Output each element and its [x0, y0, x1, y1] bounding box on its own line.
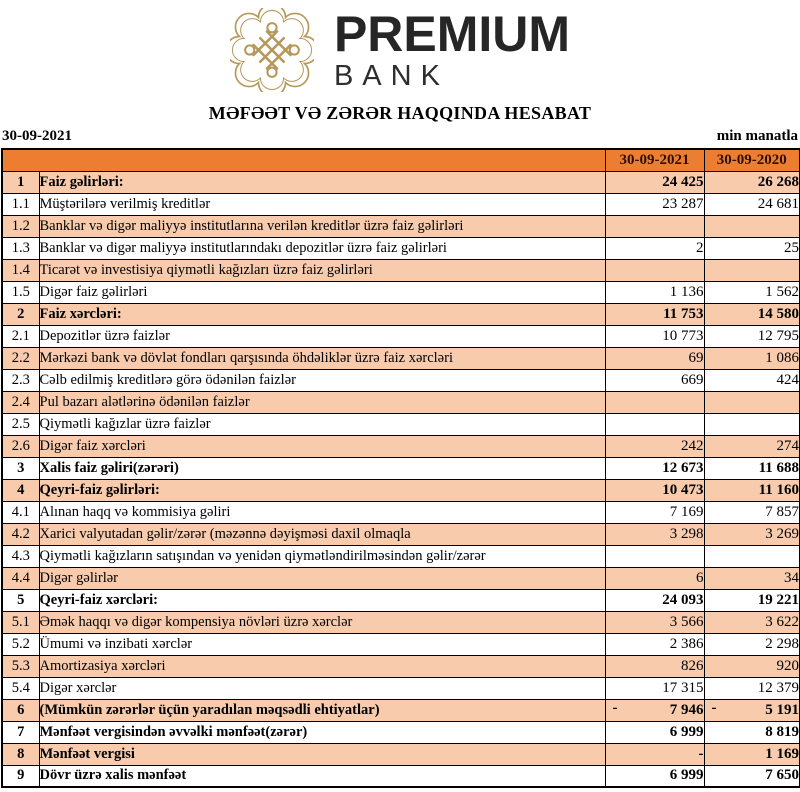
- row-label-cell: Ticarət və investisiya qiymətli kağızları üzrə faiz gəlirləri: [39, 259, 605, 281]
- value-2020-cell: 12 795: [704, 325, 800, 347]
- row-label-cell: Digər gəlirlər: [39, 567, 605, 589]
- value-2021-cell: 1 136: [605, 281, 704, 303]
- row-label-cell: Ümumi və inzibati xərclər: [39, 633, 605, 655]
- value-2020-cell: 920: [704, 655, 800, 677]
- row-label-cell: Banklar və digər maliyyə institutlarına verilən kreditlər üzrə faiz gəlirləri: [39, 215, 605, 237]
- value-2020-cell: 2 298: [704, 633, 800, 655]
- report-meta: [0, 128, 800, 145]
- table-row: [2, 523, 800, 545]
- table-row: [2, 435, 800, 457]
- value-2020-cell: 11 688: [704, 457, 800, 479]
- value-2021-cell: [605, 259, 704, 281]
- value-2020-cell: 424: [704, 369, 800, 391]
- premium-bank-logo: [0, 0, 800, 96]
- value-2021-cell: 23 287: [605, 193, 704, 215]
- row-number-cell: 1.1: [2, 193, 39, 215]
- value-2021-cell: 12 673: [605, 457, 704, 479]
- table-row: [2, 193, 800, 215]
- row-label-cell: Mənfəət vergisindən əvvəlki mənfəət(zərər): [39, 721, 605, 743]
- row-number-cell: 6: [2, 699, 39, 721]
- row-number-cell: 1.5: [2, 281, 39, 303]
- row-number-cell: 2.6: [2, 435, 39, 457]
- row-number-cell: 4.2: [2, 523, 39, 545]
- table-row: [2, 655, 800, 677]
- page-title: MƏFƏƏT VƏ ZƏRƏR HAQQINDA HESABAT: [208, 103, 592, 123]
- value-2021-cell: 669: [605, 369, 704, 391]
- value-2020-cell: 274: [704, 435, 800, 457]
- row-number-cell: 2.1: [2, 325, 39, 347]
- row-label-cell: Digər faiz xərcləri: [39, 435, 605, 457]
- row-number-cell: 9: [2, 765, 39, 787]
- value-2021-cell: 10 773: [605, 325, 704, 347]
- value-2020-cell: 3 269: [704, 523, 800, 545]
- table-row: [2, 347, 800, 369]
- row-number-cell: 1: [2, 171, 39, 193]
- row-label-cell: Digər faiz gəlirləri: [39, 281, 605, 303]
- value-2021-cell: 6 999: [605, 721, 704, 743]
- table-body: [2, 171, 800, 787]
- value-2020-cell: [704, 413, 800, 435]
- value-2020-cell: 11 160: [704, 479, 800, 501]
- table-row: [2, 611, 800, 633]
- row-number-cell: 5.3: [2, 655, 39, 677]
- value-2021-cell: 3 298: [605, 523, 704, 545]
- value-2020-cell: 25: [704, 237, 800, 259]
- table-row: [2, 567, 800, 589]
- value-2020-cell: 7 857: [704, 501, 800, 523]
- report-date: 30-09-2021: [2, 128, 72, 144]
- table-row: [2, 545, 800, 567]
- col-2021-header: 30-09-2021: [605, 149, 704, 171]
- value-2021-cell: 24 093: [605, 589, 704, 611]
- value-2021-cell: 2: [605, 237, 704, 259]
- row-number-cell: 8: [2, 743, 39, 765]
- table-header-row: [2, 149, 800, 171]
- table-row: [2, 633, 800, 655]
- row-number-cell: 2.5: [2, 413, 39, 435]
- row-label-cell: Digər xərclər: [39, 677, 605, 699]
- row-number-cell: 2: [2, 303, 39, 325]
- value-2021-cell: [605, 215, 704, 237]
- row-label-cell: Dövr üzrə xalis mənfəət: [39, 765, 605, 787]
- brand-subname: BANK: [333, 59, 449, 92]
- value-2020-cell: [704, 215, 800, 237]
- value-2020-cell: 1 562: [704, 281, 800, 303]
- table-row: [2, 171, 800, 193]
- row-number-cell: 3: [2, 457, 39, 479]
- row-label-cell: (Mümkün zərərlər üçün yaradılan məqsədli ehtiyatlar): [39, 699, 605, 721]
- value-2021-cell: 11 753: [605, 303, 704, 325]
- value-2021-cell: 826: [605, 655, 704, 677]
- row-label-cell: Xarici valyutadan gəlir/zərər (məzənnə dəyişməsi daxil olmaqla: [39, 523, 605, 545]
- row-label-cell: Əmək haqqı və digər kompensiya növləri üzrə xərclər: [39, 611, 605, 633]
- table-row: [2, 457, 800, 479]
- value-2021-cell: - 7 946: [605, 699, 704, 721]
- value-2021-cell: 7 169: [605, 501, 704, 523]
- table-row: [2, 721, 800, 743]
- row-number-cell: 4: [2, 479, 39, 501]
- row-number-cell: 1.4: [2, 259, 39, 281]
- value-2021-cell: 6 999: [605, 765, 704, 787]
- row-number-cell: 4.4: [2, 567, 39, 589]
- profit-loss-table: [1, 148, 800, 788]
- value-2020-cell: 24 681: [704, 193, 800, 215]
- row-label-cell: Pul bazarı alətlərinə ödənilən faizlər: [39, 391, 605, 413]
- negative-sign: -: [711, 699, 717, 716]
- negative-sign: -: [612, 699, 618, 716]
- brand-wordmark: [333, 5, 571, 92]
- row-label-cell: Cəlb edilmiş kreditlərə görə ödənilən faizlər: [39, 369, 605, 391]
- table-row: [2, 281, 800, 303]
- row-label-cell: Mənfəət vergisi: [39, 743, 605, 765]
- value-2020-cell: 1 086: [704, 347, 800, 369]
- value-2021-cell: 242: [605, 435, 704, 457]
- value-2020-cell: 7 650: [704, 765, 800, 787]
- value-2020-cell: [704, 545, 800, 567]
- value-2020-cell: 8 819: [704, 721, 800, 743]
- row-label-cell: Qiymətli kağızlar üzrə faizlər: [39, 413, 605, 435]
- value-2021-cell: 24 425: [605, 171, 704, 193]
- value-2020-cell: [704, 391, 800, 413]
- value-2020-cell: 14 580: [704, 303, 800, 325]
- value-2021-cell: 3 566: [605, 611, 704, 633]
- table-row: [2, 501, 800, 523]
- row-label-cell: Qeyri-faiz gəlirləri:: [39, 479, 605, 501]
- row-label-cell: Müştərilərə verilmiş kreditlər: [39, 193, 605, 215]
- brand-name: PREMIUM: [333, 5, 571, 62]
- row-number-cell: 5.2: [2, 633, 39, 655]
- premium-bank-emblem-icon: [230, 8, 314, 92]
- value-2020-cell: - 5 191: [704, 699, 800, 721]
- value-2021-cell: 69: [605, 347, 704, 369]
- table-row: [2, 743, 800, 765]
- value-2021-cell: 10 473: [605, 479, 704, 501]
- row-number-cell: 2.3: [2, 369, 39, 391]
- table-row: [2, 259, 800, 281]
- col-2020-header: 30-09-2020: [704, 149, 800, 171]
- row-number-cell: 1.2: [2, 215, 39, 237]
- row-label-cell: Qeyri-faiz xərcləri:: [39, 589, 605, 611]
- row-label-cell: Xalis faiz gəliri(zərəri): [39, 457, 605, 479]
- row-number-cell: 4.3: [2, 545, 39, 567]
- value-2020-cell: 26 268: [704, 171, 800, 193]
- row-label-cell: Faiz xərcləri:: [39, 303, 605, 325]
- table-row: [2, 413, 800, 435]
- col-desc-header: [2, 149, 605, 171]
- value-2020-cell: 3 622: [704, 611, 800, 633]
- table-row: [2, 215, 800, 237]
- row-number-cell: 5: [2, 589, 39, 611]
- value-2021-cell: [605, 545, 704, 567]
- value-2021-cell: 2 386: [605, 633, 704, 655]
- table-row: [2, 677, 800, 699]
- row-label-cell: Alınan haqq və kommisiya gəliri: [39, 501, 605, 523]
- table-row: [2, 391, 800, 413]
- table-row: [2, 699, 800, 721]
- row-number-cell: 5.4: [2, 677, 39, 699]
- value-2020-cell: 1 169: [704, 743, 800, 765]
- value-2020-cell: 12 379: [704, 677, 800, 699]
- unit-label: min manatla: [716, 128, 798, 144]
- row-number-cell: 4.1: [2, 501, 39, 523]
- value-2021-cell: 6: [605, 567, 704, 589]
- row-label-cell: Banklar və digər maliyyə institutlarındakı depozitlər üzrə faiz gəlirləri: [39, 237, 605, 259]
- table-row: [2, 237, 800, 259]
- row-label-cell: Mərkəzi bank və dövlət fondları qarşısında öhdəliklər üzrə faiz xərcləri: [39, 347, 605, 369]
- value-2021-cell: -: [605, 743, 704, 765]
- value-2020-cell: 19 221: [704, 589, 800, 611]
- row-number-cell: 1.3: [2, 237, 39, 259]
- table-row: [2, 589, 800, 611]
- value-2020-cell: 34: [704, 567, 800, 589]
- value-2021-cell: 17 315: [605, 677, 704, 699]
- table-row: [2, 325, 800, 347]
- value-2021-cell: [605, 391, 704, 413]
- value-2020-cell: [704, 259, 800, 281]
- row-label-cell: Faiz gəlirləri:: [39, 171, 605, 193]
- value-2021-cell: [605, 413, 704, 435]
- table-row: [2, 303, 800, 325]
- row-number-cell: 5.1: [2, 611, 39, 633]
- row-number-cell: 2.2: [2, 347, 39, 369]
- row-number-cell: 7: [2, 721, 39, 743]
- table-row: [2, 369, 800, 391]
- table-row: [2, 479, 800, 501]
- table-row: [2, 765, 800, 787]
- row-label-cell: Amortizasiya xərcləri: [39, 655, 605, 677]
- row-number-cell: 2.4: [2, 391, 39, 413]
- row-label-cell: Depozitlər üzrə faizlər: [39, 325, 605, 347]
- row-label-cell: Qiymətli kağızların satışından və yenidən qiymətləndirilməsindən gəlir/zərər: [39, 545, 605, 567]
